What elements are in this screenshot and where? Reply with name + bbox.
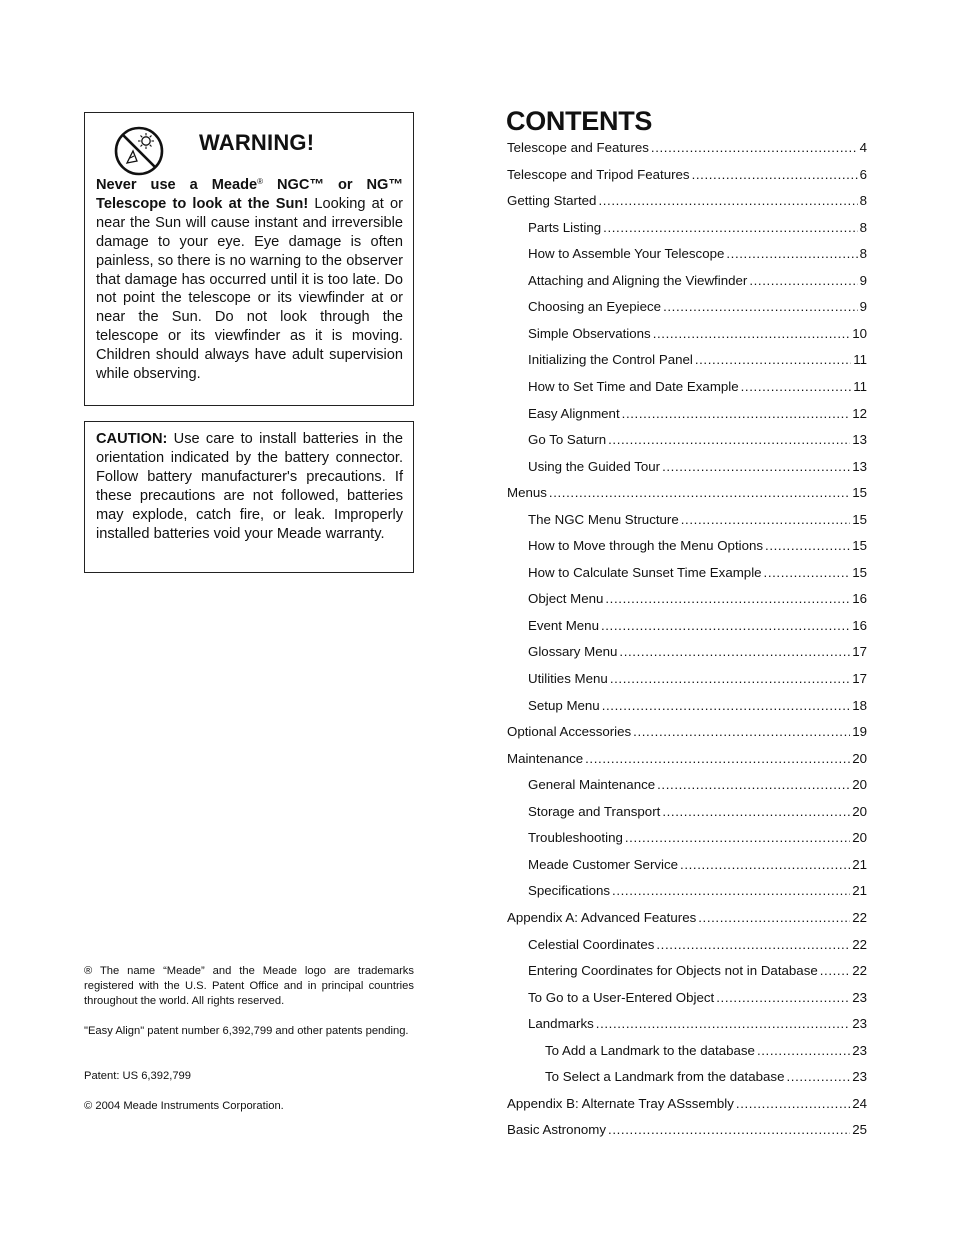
- toc-entry: [507, 140, 867, 160]
- toc-entry: [528, 406, 867, 426]
- toc-entry-label: Appendix A: Advanced Features: [507, 910, 697, 925]
- toc-entry-label: Storage and Transport: [528, 804, 661, 819]
- toc-entry-page: 24: [852, 1096, 867, 1111]
- toc-entry-label: Telescope and Tripod Features: [507, 167, 690, 182]
- toc-leader-dots: [603, 220, 857, 235]
- toc-leader-dots: [681, 512, 850, 527]
- toc-entry-page: 13: [852, 459, 867, 474]
- toc-entry-label: Celestial Coordinates: [528, 937, 655, 952]
- toc-leader-dots: [656, 937, 850, 952]
- toc-entry-page: 8: [859, 246, 867, 261]
- toc-entry: [528, 273, 867, 293]
- toc-leader-dots: [764, 565, 851, 580]
- toc-entry-label: Attaching and Aligning the Viewfinder: [528, 273, 748, 288]
- toc-entry-label: Landmarks: [528, 1016, 594, 1031]
- toc-entry-label: How to Assemble Your Telescope: [528, 246, 725, 261]
- toc-entry-page: 8: [859, 220, 867, 235]
- toc-entry-page: 22: [852, 910, 867, 925]
- toc-entry-label: To Add a Landmark to the database: [545, 1043, 755, 1058]
- toc-entry-label: Setup Menu: [528, 698, 600, 713]
- toc-entry-page: 21: [852, 883, 867, 898]
- toc-entry-page: 22: [852, 937, 867, 952]
- toc-entry-label: The NGC Menu Structure: [528, 512, 679, 527]
- toc-entry: [528, 565, 867, 585]
- toc-entry-page: 17: [852, 671, 867, 686]
- toc-entry-label: Appendix B: Alternate Tray ASssembly: [507, 1096, 734, 1111]
- toc-entry-page: 15: [852, 512, 867, 527]
- toc-entry-page: 22: [852, 963, 867, 978]
- toc-entry-page: 12: [852, 406, 867, 421]
- toc-entry-page: 11: [853, 379, 867, 394]
- toc-entry-label: Specifications: [528, 883, 611, 898]
- no-sun-viewing-icon: [113, 125, 165, 177]
- caution-box: [84, 421, 414, 573]
- toc-entry: [528, 830, 867, 850]
- toc-leader-dots: [602, 698, 850, 713]
- toc-entry-page: 18: [852, 698, 867, 713]
- toc-leader-dots: [585, 751, 850, 766]
- toc-entry-page: 23: [852, 1069, 867, 1084]
- toc-leader-dots: [619, 644, 850, 659]
- toc-entry: [507, 910, 867, 930]
- toc-leader-dots: [653, 326, 851, 341]
- toc-entry-page: 23: [852, 1043, 867, 1058]
- copyright-notice: © 2004 Meade Instruments Corporation.: [84, 1100, 284, 1112]
- toc-entry: [528, 459, 867, 479]
- toc-entry-page: 9: [859, 273, 867, 288]
- patent-notice: Patent: US 6,392,799: [84, 1070, 191, 1082]
- contents-title: CONTENTS: [506, 106, 653, 136]
- toc-entry: [528, 990, 867, 1010]
- toc-entry-page: 8: [859, 193, 867, 208]
- toc-entry-label: Entering Coordinates for Objects not in Database: [528, 963, 818, 978]
- toc-entry-label: Optional Accessories: [507, 724, 632, 739]
- toc-leader-dots: [608, 1122, 850, 1137]
- toc-entry: [528, 644, 867, 664]
- toc-entry: [507, 724, 867, 744]
- toc-entry-label: Meade Customer Service: [528, 857, 679, 872]
- toc-entry: [507, 485, 867, 505]
- toc-entry-page: 10: [852, 326, 867, 341]
- toc-entry-page: 20: [852, 804, 867, 819]
- toc-entry: [545, 1043, 867, 1063]
- toc-entry: [528, 246, 867, 266]
- patent-pending-notice: "Easy Align" patent number 6,392,799 and other patents pending.: [84, 1025, 409, 1037]
- toc-entry-label: To Go to a User-Entered Object: [528, 990, 715, 1005]
- toc-entry-label: Getting Started: [507, 193, 597, 208]
- toc-leader-dots: [820, 963, 850, 978]
- toc-leader-dots: [598, 193, 857, 208]
- toc-entry-label: Choosing an Eyepiece: [528, 299, 662, 314]
- toc-entry-label: Easy Alignment: [528, 406, 620, 421]
- toc-leader-dots: [695, 352, 851, 367]
- toc-leader-dots: [596, 1016, 850, 1031]
- toc-entry-page: 13: [852, 432, 867, 447]
- toc-entry-label: Object Menu: [528, 591, 604, 606]
- toc-entry-label: Initializing the Control Panel: [528, 352, 693, 367]
- toc-leader-dots: [741, 379, 852, 394]
- toc-entry: [528, 937, 867, 957]
- toc-entry-label: Parts Listing: [528, 220, 602, 235]
- toc-entry-page: 23: [852, 990, 867, 1005]
- toc-leader-dots: [622, 406, 851, 421]
- toc-leader-dots: [610, 671, 850, 686]
- toc-entry-page: 15: [852, 485, 867, 500]
- toc-entry-label: General Maintenance: [528, 777, 656, 792]
- toc-entry-page: 16: [852, 591, 867, 606]
- toc-leader-dots: [612, 883, 850, 898]
- toc-leader-dots: [633, 724, 850, 739]
- toc-entry: [507, 751, 867, 771]
- toc-leader-dots: [625, 830, 850, 845]
- toc-leader-dots: [608, 432, 850, 447]
- toc-entry-label: Glossary Menu: [528, 644, 618, 659]
- toc-entry-page: 9: [859, 299, 867, 314]
- toc-entry-page: 11: [853, 352, 867, 367]
- toc-entry: [528, 379, 867, 399]
- toc-entry: [528, 512, 867, 532]
- trademark-notice: ® The name “Meade” and the Meade logo are trademarks registered with the U.S. Patent Office and in principal countries throughout the world. All rights reserved.: [84, 965, 414, 1007]
- toc-entry: [528, 671, 867, 691]
- toc-leader-dots: [786, 1069, 850, 1084]
- toc-entry: [528, 326, 867, 346]
- toc-leader-dots: [651, 140, 858, 155]
- toc-entry: [528, 963, 867, 983]
- toc-leader-dots: [662, 459, 850, 474]
- toc-entry: [507, 1096, 867, 1116]
- toc-entry: [528, 698, 867, 718]
- toc-leader-dots: [736, 1096, 850, 1111]
- toc-entry: [528, 538, 867, 558]
- toc-entry: [528, 591, 867, 611]
- toc-entry-page: 4: [859, 140, 867, 155]
- toc-leader-dots: [757, 1043, 850, 1058]
- toc-entry: [528, 777, 867, 797]
- toc-entry-page: 25: [852, 1122, 867, 1137]
- toc-entry-page: 15: [852, 538, 867, 553]
- toc-entry-page: 6: [859, 167, 867, 182]
- toc-leader-dots: [749, 273, 857, 288]
- toc-leader-dots: [663, 299, 858, 314]
- toc-entry-page: 20: [852, 777, 867, 792]
- toc-entry-page: 20: [852, 751, 867, 766]
- warning-title: WARNING!: [199, 130, 315, 155]
- toc-entry-label: Menus: [507, 485, 547, 500]
- toc-leader-dots: [662, 804, 850, 819]
- toc-entry-label: How to Calculate Sunset Time Example: [528, 565, 762, 580]
- toc-entry-label: How to Set Time and Date Example: [528, 379, 739, 394]
- toc-leader-dots: [692, 167, 858, 182]
- toc-entry: [528, 220, 867, 240]
- warning-text: Never use a Meade® NGC™ or NG™ Telescope to look at the Sun! Looking at or near the Sun will cause instant and irreversible damage to your eye. Eye damage is often painless, so there is no warning to the observer that damage has occurred until it is too late. Do not point the telescope or its viewfinder at or near the Sun. Do not look through the telescope or its viewfinder as it is moving. Children should always have adult supervision while observing.: [96, 177, 403, 383]
- toc-entry-label: Using the Guided Tour: [528, 459, 661, 474]
- toc-leader-dots: [657, 777, 850, 792]
- toc-entry-label: Event Menu: [528, 618, 599, 633]
- toc-entry-page: 21: [852, 857, 867, 872]
- toc-entry: [528, 804, 867, 824]
- toc-leader-dots: [698, 910, 850, 925]
- toc-entry-label: To Select a Landmark from the database: [545, 1069, 785, 1084]
- toc-entry-label: How to Move through the Menu Options: [528, 538, 764, 553]
- toc-entry-label: Simple Observations: [528, 326, 651, 341]
- toc-entry: [528, 857, 867, 877]
- toc-entry: [528, 618, 867, 638]
- toc-entry-page: 23: [852, 1016, 867, 1031]
- toc-leader-dots: [680, 857, 850, 872]
- toc-entry-page: 20: [852, 830, 867, 845]
- toc-leader-dots: [765, 538, 850, 553]
- toc-entry: [507, 193, 867, 213]
- toc-entry-label: Telescope and Features: [507, 140, 649, 155]
- toc-leader-dots: [601, 618, 850, 633]
- warning-box: [84, 112, 414, 406]
- toc-leader-dots: [605, 591, 850, 606]
- toc-entry-label: Utilities Menu: [528, 671, 608, 686]
- caution-label: CAUTION:: [96, 431, 168, 447]
- toc-entry: [528, 432, 867, 452]
- toc-entry: [528, 352, 867, 372]
- toc-entry: [528, 299, 867, 319]
- toc-entry-page: 16: [852, 618, 867, 633]
- toc-entry: [507, 167, 867, 187]
- toc-entry-page: 19: [852, 724, 867, 739]
- toc-entry: [528, 883, 867, 903]
- toc-entry-page: 15: [852, 565, 867, 580]
- toc-entry: [545, 1069, 867, 1089]
- toc-entry-label: Maintenance: [507, 751, 584, 766]
- toc-entry-label: Troubleshooting: [528, 830, 623, 845]
- toc-entry-label: Basic Astronomy: [507, 1122, 607, 1137]
- toc-leader-dots: [716, 990, 850, 1005]
- toc-entry: [528, 1016, 867, 1036]
- toc-entry-page: 17: [852, 644, 867, 659]
- toc-entry: [507, 1122, 867, 1142]
- toc-leader-dots: [726, 246, 857, 261]
- toc-entry-label: Go To Saturn: [528, 432, 607, 447]
- caution-text: CAUTION: Use care to install batteries in the orientation indicated by the battery connector. Follow battery manufacturer's precautions. If these precautions are not followed, batteries may explode, catch fire, or leak. Improperly installed batteries void your Meade warranty.: [96, 431, 403, 542]
- toc-leader-dots: [549, 485, 850, 500]
